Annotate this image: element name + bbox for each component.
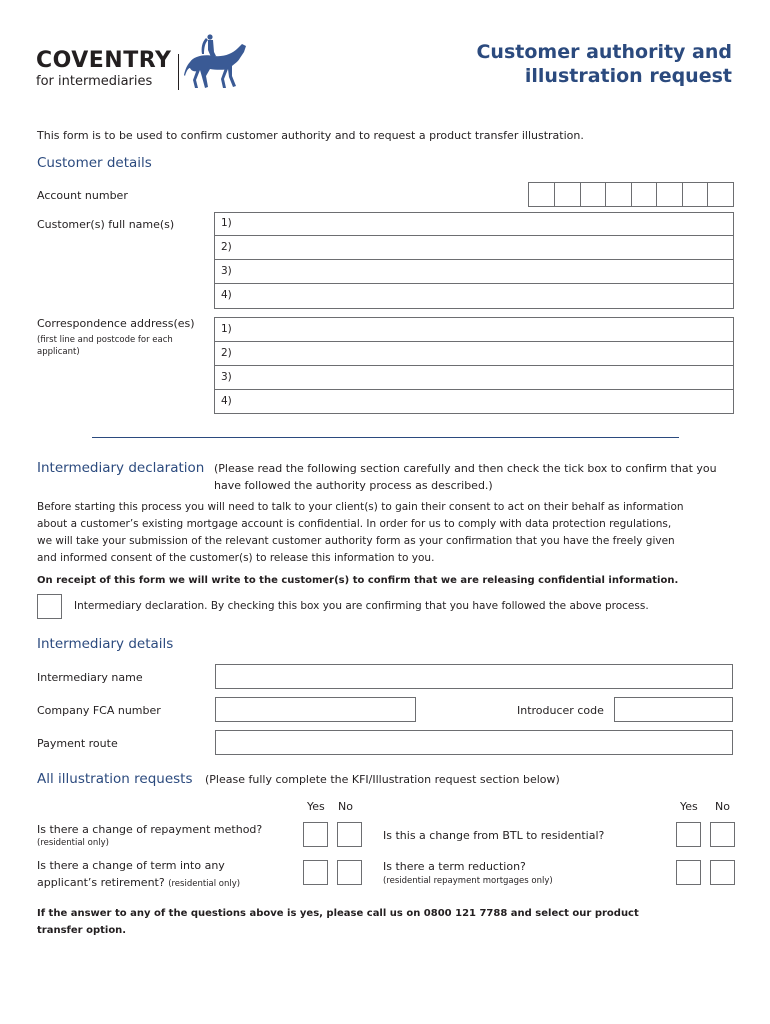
horse-rider-icon <box>184 34 250 92</box>
question-repayment-method: Is there a change of repayment method? <box>37 823 263 836</box>
title-line-2: illustration request <box>524 65 732 87</box>
q4-yes-checkbox[interactable] <box>676 860 701 885</box>
customer-name-row-2[interactable]: 2) <box>215 236 733 260</box>
question-term-reduction-note: (residential repayment mortgages only) <box>383 876 553 886</box>
q2-yes-checkbox[interactable] <box>303 860 328 885</box>
title-line-1: Customer authority and <box>476 41 732 63</box>
no-header-left: No <box>338 800 353 813</box>
question-term-retirement-text: applicant’s retirement? <box>37 876 165 889</box>
address-row-1[interactable]: 1) <box>215 318 733 342</box>
q1-yes-checkbox[interactable] <box>303 822 328 847</box>
introducer-code-label: Introducer code <box>517 704 604 717</box>
account-digit-8[interactable] <box>708 183 734 207</box>
account-digit-3[interactable] <box>580 183 606 207</box>
payment-route-label: Payment route <box>37 737 118 750</box>
account-digit-5[interactable] <box>631 183 657 207</box>
question-term-retirement-2 <box>37 876 240 891</box>
address-row-4[interactable]: 4) <box>221 395 232 407</box>
question-btl-residential: Is this a change from BTL to residential? <box>383 829 605 842</box>
fca-number-input[interactable] <box>215 697 416 722</box>
address-row-3[interactable]: 3) <box>215 366 733 390</box>
q2-no-checkbox[interactable] <box>337 860 362 885</box>
declaration-para-2: about a customer’s existing mortgage account is confidential. In order for us to comply with data protection regulations, <box>37 518 672 530</box>
declaration-note-2: have followed the authority process as described.) <box>214 479 493 492</box>
question-repayment-method-note: (residential only) <box>37 838 109 848</box>
yes-header-right: Yes <box>680 800 698 813</box>
customer-names-label: Customer(s) full name(s) <box>37 218 175 231</box>
question-term-retirement-1: Is there a change of term into any <box>37 859 225 872</box>
declaration-bold-note: On receipt of this form we will write to the customer(s) to confirm that we are releasing confidential information. <box>37 575 679 586</box>
logo-divider <box>178 54 179 90</box>
brand-name: COVENTRY <box>36 48 172 73</box>
account-digit-4[interactable] <box>606 183 632 207</box>
coventry-logo <box>36 48 251 94</box>
intro-text: This form is to be used to confirm customer authority and to request a product transfer illustration. <box>37 129 584 142</box>
customer-name-row-4[interactable]: 4) <box>221 289 232 301</box>
customer-name-row-3[interactable]: 3) <box>215 260 733 284</box>
account-number-label: Account number <box>37 189 128 202</box>
q3-no-checkbox[interactable] <box>710 822 735 847</box>
declaration-checkbox-label: Intermediary declaration. By checking this box you are confirming that you have followed the above process. <box>74 600 649 612</box>
customer-name-row-1[interactable]: 1) <box>215 212 733 236</box>
section-divider <box>92 437 679 438</box>
declaration-checkbox[interactable] <box>37 594 62 619</box>
footer-note-1: If the answer to any of the questions above is yes, please call us on 0800 121 7788 and select our product <box>37 908 639 919</box>
payment-route-input[interactable] <box>215 730 733 755</box>
address-note-1: (first line and postcode for each <box>37 335 173 345</box>
declaration-note-1: (Please read the following section carefully and then check the tick box to confirm that you <box>214 462 717 475</box>
form-title <box>476 40 732 88</box>
address-row-2[interactable]: 2) <box>215 342 733 366</box>
customer-details-heading: Customer details <box>37 155 152 171</box>
intermediary-details-heading: Intermediary details <box>37 636 174 652</box>
fca-number-label: Company FCA number <box>37 704 161 717</box>
declaration-para-4: and informed consent of the customer(s) to release this information to you. <box>37 552 435 564</box>
introducer-code-input[interactable] <box>614 697 733 722</box>
question-term-reduction: Is there a term reduction? <box>383 860 526 873</box>
account-digit-7[interactable] <box>682 183 708 207</box>
illustration-note: (Please fully complete the KFI/Illustration request section below) <box>205 773 560 786</box>
q4-no-checkbox[interactable] <box>710 860 735 885</box>
address-note-2: applicant) <box>37 347 80 357</box>
question-term-retirement-note: (residential only) <box>168 879 241 889</box>
account-digit-6[interactable] <box>657 183 683 207</box>
declaration-heading: Intermediary declaration <box>37 460 205 476</box>
footer-note-2: transfer option. <box>37 925 127 936</box>
account-number-field[interactable] <box>528 182 734 207</box>
q1-no-checkbox[interactable] <box>337 822 362 847</box>
declaration-para-3: we will take your submission of the relevant customer authority form as your confirmation that you have the freely given <box>37 535 675 547</box>
q3-yes-checkbox[interactable] <box>676 822 701 847</box>
yes-header-left: Yes <box>307 800 325 813</box>
intermediary-name-input[interactable] <box>215 664 733 689</box>
account-digit-2[interactable] <box>555 183 581 207</box>
no-header-right: No <box>715 800 730 813</box>
brand-sub: for intermediaries <box>36 74 153 89</box>
address-label: Correspondence address(es) <box>37 317 195 330</box>
illustration-heading: All illustration requests <box>37 771 193 787</box>
declaration-para-1: Before starting this process you will need to talk to your client(s) to gain their consent to act on their behalf as information <box>37 501 684 513</box>
account-digit-1[interactable] <box>529 183 555 207</box>
intermediary-name-label: Intermediary name <box>37 671 143 684</box>
